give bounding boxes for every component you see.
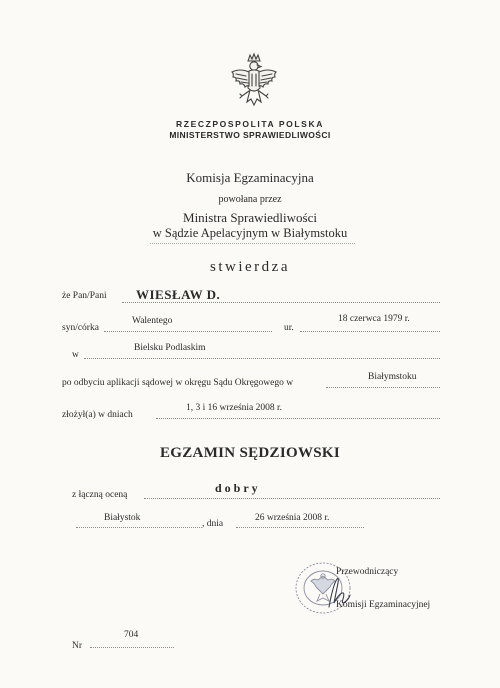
ministry-heading: MINISTERSTWO SPRAWIEDLIWOŚCI: [169, 130, 331, 140]
exam-title: EGZAMIN SĘDZIOWSKI: [159, 445, 341, 461]
court-name: w Sądzie Apelacyjnym w Białymstoku: [152, 226, 348, 240]
certifies-heading: stwierdza: [210, 259, 290, 275]
republic-heading: RZECZPOSPOLITA POLSKA: [176, 119, 324, 129]
birth-place-line: [84, 358, 440, 359]
parent-label: syn/córka: [62, 323, 99, 333]
issue-date-label: , dnia: [202, 519, 224, 529]
issue-date-line: [236, 527, 364, 528]
number-line: [90, 647, 174, 648]
birth-date: 18 czerwca 1979 r.: [338, 314, 410, 324]
person-label: że Pan/Pani: [62, 291, 107, 301]
place-label: w: [72, 350, 79, 360]
passed-label: złożył(a) w dniach: [62, 410, 133, 420]
grade-line: [144, 498, 440, 499]
exam-dates: 1, 3 i 16 września 2008 r.: [186, 403, 283, 413]
polish-eagle-emblem-icon: [228, 52, 280, 116]
parent-name: Walentego: [132, 316, 173, 326]
commission-title: Komisja Egzaminacyjna: [186, 170, 314, 185]
chairman-title: Przewodniczący: [336, 567, 399, 577]
training-text: po odbyciu aplikacji sądowej w okręgu Sądu Okręgowego w: [62, 378, 294, 388]
name-line: [122, 302, 440, 303]
issue-place: Białystok: [104, 513, 141, 523]
commission-signature-label: Komisji Egzaminacyjnej: [336, 600, 431, 610]
number-label: Nr: [72, 641, 83, 651]
person-name: WIESŁAW D.: [136, 287, 221, 302]
exam-dates-line: [156, 418, 440, 419]
born-label: ur.: [284, 323, 294, 333]
court-underline: [150, 243, 355, 244]
minister-title: Ministra Sprawiedliwości: [183, 210, 317, 225]
training-city-line: [326, 387, 440, 388]
issue-place-line: [76, 527, 202, 528]
grade-value: dobry: [215, 481, 261, 495]
grade-label: z łączną oceną: [72, 490, 128, 500]
birth-place: Bielsku Podlaskim: [134, 343, 206, 353]
training-city: Białymstoku: [368, 372, 417, 382]
appointed-by-text: powołana przez: [218, 194, 282, 205]
issue-date: 26 września 2008 r.: [255, 513, 330, 523]
parent-line: [104, 331, 272, 332]
number-value: 704: [124, 630, 139, 640]
birth-date-line: [300, 331, 440, 332]
